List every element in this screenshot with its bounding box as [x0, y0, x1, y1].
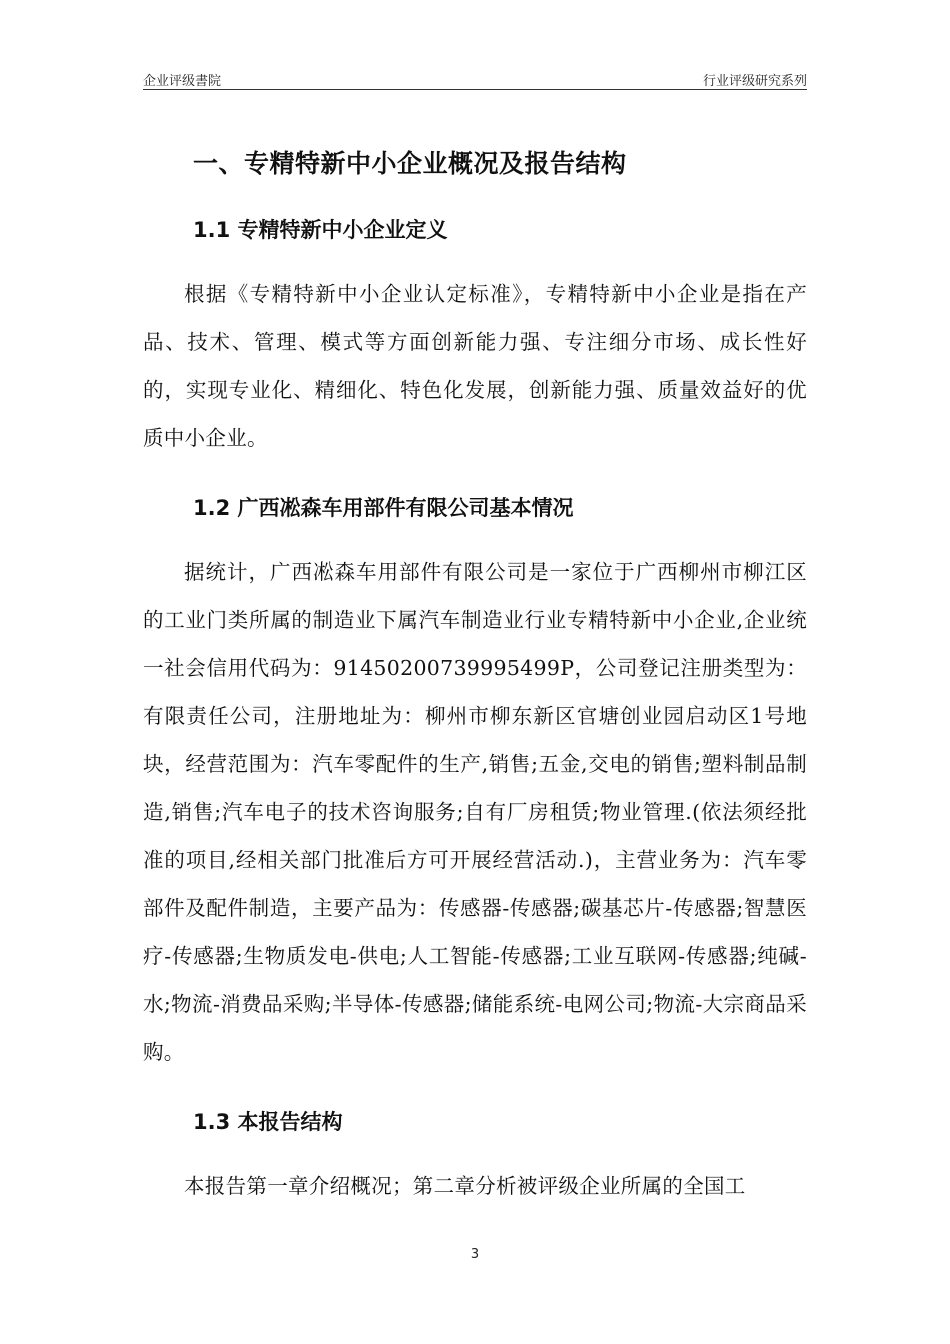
header-left-text: 企业评级書院 — [143, 74, 222, 89]
section-1-2-heading: 1.2 广西凇森车用部件有限公司基本情况 — [193, 496, 574, 520]
header-right-text: 行业评级研究系列 — [702, 74, 807, 89]
page-header — [143, 66, 807, 90]
section-1-1-paragraph: 根据《专精特新中小企业认定标准》，专精特新中小企业是指在产品、技术、管理、模式等方面创新能力强、专注细分市场、成长性好的，实现专业化、精细化、特色化发展，创新能力强、质量效益好的优质中小企业。 — [143, 282, 807, 450]
chapter-title: 一、专精特新中小企业概况及报告结构 — [193, 149, 627, 178]
section-1-3-paragraph: 本报告第一章介绍概况；第二章分析被评级企业所属的全国工 — [184, 1174, 746, 1198]
section-1-3-heading: 1.3 本报告结构 — [193, 1110, 343, 1134]
section-1-1-heading: 1.1 专精特新中小企业定义 — [193, 218, 448, 242]
page-number: 3 — [470, 1247, 480, 1262]
document-body — [143, 140, 807, 1210]
header-divider — [143, 89, 807, 90]
section-1-2-paragraph: 据统计，广西凇森车用部件有限公司是一家位于广西柳州市柳江区的工业门类所属的制造业下属汽车制造业行业专精特新中小企业,企业统一社会信用代码为：91450200739995499P，公司登记注册类型为：有限责任公司，注册地址为：柳州市柳东新区官塘创业园启动区1号地块，经营范围为：汽车零配件的生产,销售;五金,交电的销售;塑料制品制造,销售;汽车电子的技术咨询服务;自有厂房租赁;物业管理.(依法须经批准的项目,经相关部门批准后方可开展经营活动.)，主营业务为：汽车零部件及配件制造，主要产品为：传感器-传感器;碳基芯片-传感器;智慧医疗-传感器;生物质发电-供电;人工智能-传感器;工业互联网-传感器;纯碱-水;物流-消费品采购;半导体-传感器;储能系统-电网公司;物流-大宗商品采购。 — [143, 560, 807, 1064]
